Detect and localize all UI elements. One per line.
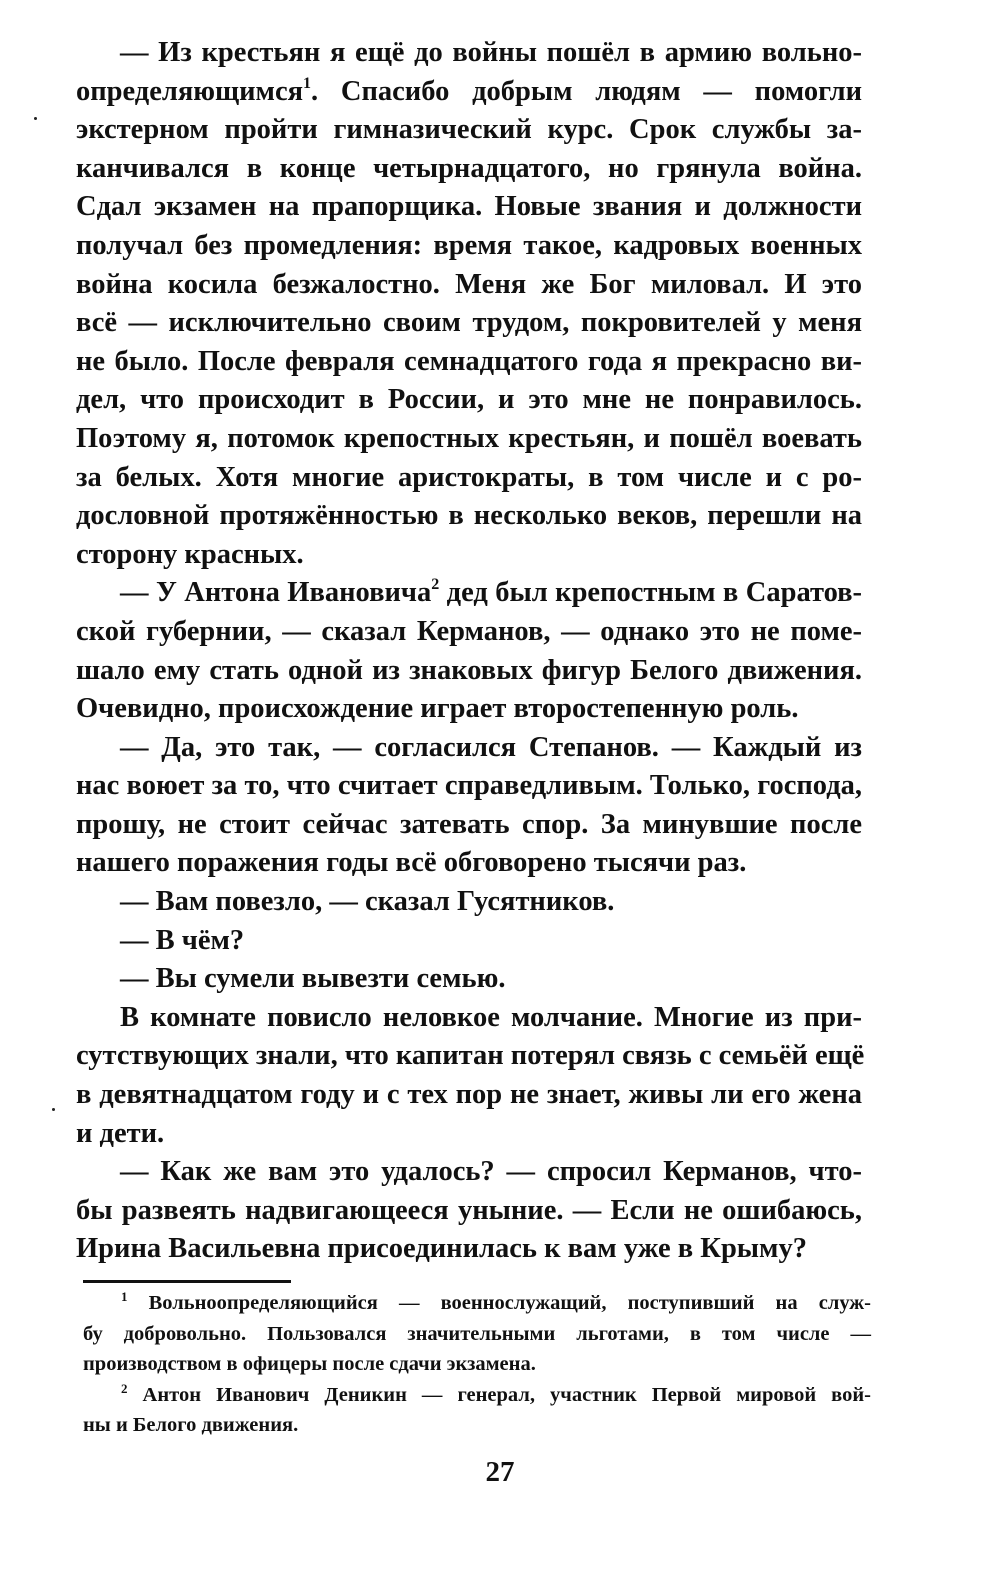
scan-speck bbox=[34, 117, 37, 120]
footnote-line: производством в офицеры после сдачи экзамена. bbox=[83, 1353, 536, 1375]
text-line: и дети. bbox=[76, 1117, 165, 1149]
text-line: — Вам повезло, — сказал Гусятников. bbox=[120, 886, 615, 918]
text-line: — Из крестьян я ещё до войны пошёл в армию вольно- bbox=[120, 37, 862, 68]
text-line: не было. После февраля семнадцатого года я прекрасно ви- bbox=[76, 345, 862, 377]
text-line: бы развеять надвигающееся уныние. — Если не ошибаюсь, bbox=[76, 1194, 862, 1226]
text-line: нашего поражения годы всё обговорено тысячи раз. bbox=[76, 847, 747, 879]
footnote-mark: 2 bbox=[121, 1380, 128, 1396]
footnote-text: Антон Иванович Деникин — генерал, участник Первой мировой вой- bbox=[142, 1383, 871, 1406]
footnotes bbox=[83, 1288, 871, 1441]
text-line: в девятнадцатом году и с тех пор не знает, живы ли его жена bbox=[76, 1079, 862, 1111]
text-line: шало ему стать одной из знаковых фигур Белого движения. bbox=[76, 654, 862, 686]
scan-speck bbox=[52, 1108, 55, 1111]
text-line-part: определяющимся bbox=[76, 75, 304, 107]
footnote-line bbox=[83, 1380, 871, 1411]
text-line: война косила безжалостно. Меня же Бог миловал. И это bbox=[76, 268, 862, 300]
text-line: Поэтому я, потомок крепостных крестьян, и пошёл воевать bbox=[76, 422, 862, 454]
text-line: за белых. Хотя многие аристократы, в том числе и с ро- bbox=[76, 461, 862, 493]
footnote-text: Вольноопределяющийся — военнослужащий, поступивший на служ- bbox=[148, 1292, 871, 1314]
footnote-ref: 2 bbox=[431, 576, 440, 594]
text-line: нас воюет за то, что считает справедливым. Только, господа, bbox=[76, 770, 862, 802]
main-text bbox=[76, 34, 865, 1269]
text-line-part: . Спасибо добрым людям — помогли bbox=[311, 75, 862, 107]
footnote-ref: 1 bbox=[303, 74, 312, 92]
text-line: всё — исключительно своим трудом, покровителей у меня bbox=[76, 307, 862, 339]
footnote-mark: 1 bbox=[121, 1289, 128, 1304]
text-line: Сдал экзамен на прапорщика. Новые звания и должности bbox=[76, 191, 862, 223]
text-line bbox=[76, 73, 862, 112]
footnote-divider bbox=[83, 1280, 291, 1283]
text-line: получал без промедления: время такое, кадровых военных bbox=[76, 229, 862, 261]
text-line: — В чём? bbox=[120, 924, 245, 956]
text-line: дословной протяжённостью в несколько веков, перешли на bbox=[76, 500, 862, 532]
text-line: канчивался в конце четырнадцатого, но грянула война. bbox=[76, 152, 862, 184]
text-line: — Вы сумели вывезти семью. bbox=[120, 963, 506, 995]
text-line: сутствующих знали, что капитан потерял связь с семьёй ещё bbox=[76, 1040, 865, 1072]
text-line-part: дед был крепостным в Саратов- bbox=[439, 577, 863, 609]
text-line: В комнате повисло неловкое молчание. Многие из при- bbox=[120, 1001, 862, 1033]
text-line-part: — У Антона Ивановича bbox=[120, 577, 432, 609]
text-line: ской губернии, — сказал Керманов, — однако это не поме- bbox=[76, 615, 862, 647]
text-line: прошу, не стоит сейчас затевать спор. За минувшие после bbox=[76, 808, 862, 840]
text-line: — Да, это так, — согласился Степанов. — Каждый из bbox=[120, 731, 862, 763]
footnote-line: бу добровольно. Пользовался значительными льготами, в том числе — bbox=[83, 1322, 871, 1345]
page-number: 27 bbox=[485, 1456, 515, 1488]
text-line: сторону красных. bbox=[76, 538, 304, 570]
footnote-line bbox=[83, 1288, 871, 1319]
text-line: экстерном пройти гимназический курс. Срок службы за- bbox=[76, 114, 862, 146]
text-line: — Как же вам это удалось? — спросил Керманов, что- bbox=[120, 1156, 862, 1188]
footnote-line: ны и Белого движения. bbox=[83, 1414, 299, 1436]
text-line: дел, что происходит в России, и это мне не понравилось. bbox=[76, 384, 862, 416]
text-line bbox=[76, 574, 862, 613]
text-line: Ирина Васильевна присоединилась к вам уже в Крыму? bbox=[76, 1233, 807, 1265]
text-line: Очевидно, происхождение играет второстепенную роль. bbox=[76, 693, 799, 725]
